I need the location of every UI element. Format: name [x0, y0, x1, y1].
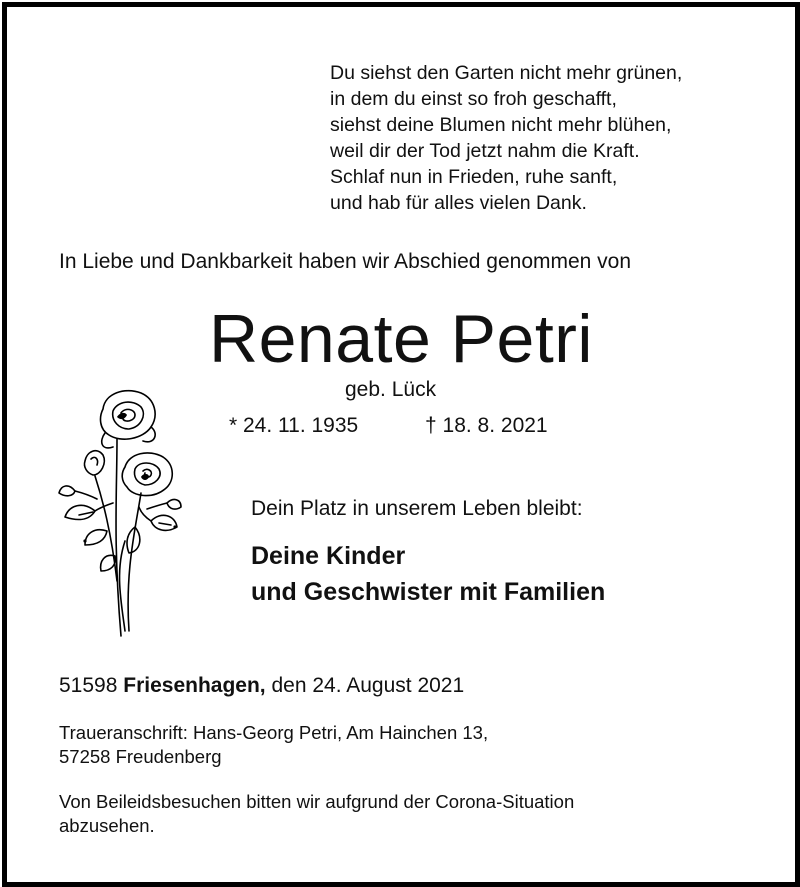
- deceased-name: Renate Petri: [209, 301, 593, 377]
- birth-date: * 24. 11. 1935: [229, 414, 359, 437]
- address-line: 57258 Freudenberg: [59, 746, 222, 767]
- mourner-line: und Geschwister mit Familien: [251, 578, 606, 606]
- poem-line: in dem du einst so froh geschafft,: [330, 88, 617, 110]
- birth-name: geb. Lück: [345, 378, 437, 401]
- closing-statement: Dein Platz in unserem Leben bleibt:: [251, 497, 583, 520]
- notice-date: den 24. August 2021: [271, 674, 465, 697]
- postal-code: 51598: [59, 674, 118, 697]
- rose-icon: [55, 381, 185, 641]
- poem-line: siehst deine Blumen nicht mehr blühen,: [330, 114, 672, 136]
- poem-line: Schlaf nun in Frieden, ruhe sanft,: [330, 166, 618, 188]
- address-line: Traueranschrift: Hans-Georg Petri, Am Hainchen 13,: [59, 722, 489, 743]
- intro-text: In Liebe und Dankbarkeit haben wir Abschied genommen von: [59, 250, 632, 273]
- death-date: † 18. 8. 2021: [425, 414, 548, 437]
- poem-line: Du siehst den Garten nicht mehr grünen,: [330, 62, 683, 84]
- poem: [330, 60, 682, 216]
- condolence-note: [59, 790, 574, 838]
- town-name: Friesenhagen,: [123, 674, 266, 697]
- poem-line: weil dir der Tod jetzt nahm die Kraft.: [330, 140, 640, 162]
- mourning-address: [59, 721, 488, 769]
- mourners: [251, 538, 605, 610]
- note-line: abzusehen.: [59, 815, 155, 836]
- note-line: Von Beileidsbesuchen bitten wir aufgrund der Corona-Situation: [59, 791, 575, 812]
- obituary-notice: [2, 2, 800, 887]
- mourner-line: Deine Kinder: [251, 542, 406, 570]
- poem-line: und hab für alles vielen Dank.: [330, 192, 587, 214]
- dateline: [59, 674, 464, 698]
